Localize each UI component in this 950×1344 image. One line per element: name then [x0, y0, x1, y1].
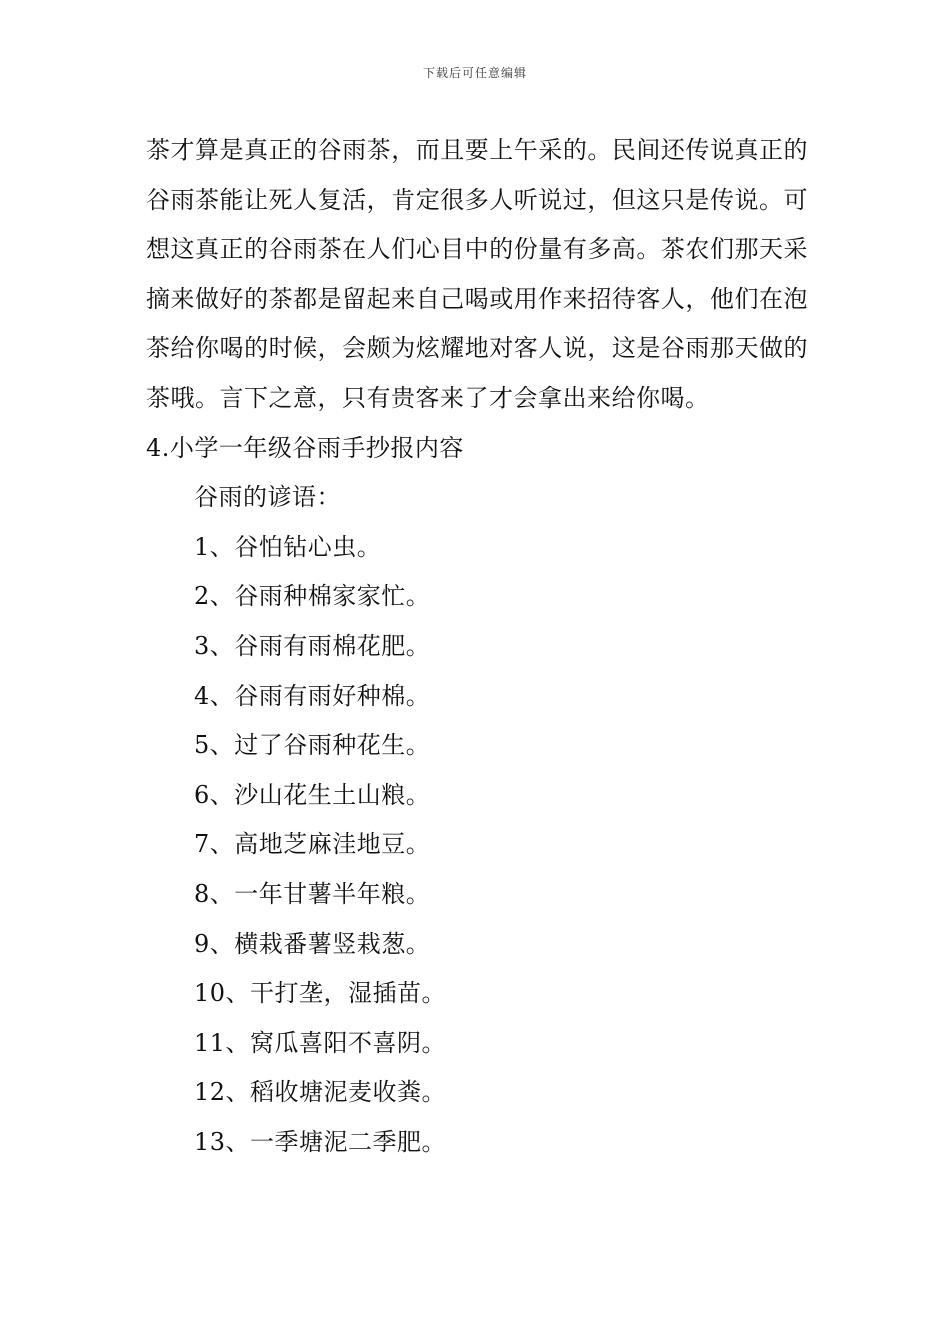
proverb-item: 9、横栽番薯竖栽葱。: [194, 929, 431, 958]
page-header: 下载后可任意编辑: [422, 66, 527, 80]
proverb-item: 2、谷雨种棉家家忙。: [194, 582, 431, 611]
section-heading: 4.小学一年级谷雨手抄报内容: [146, 433, 464, 462]
proverb-item: 8、一年甘薯半年粮。: [194, 879, 431, 908]
document-body: [146, 126, 808, 1167]
proverb-item: 3、谷雨有雨棉花肥。: [194, 631, 431, 660]
body-paragraph: 茶才算是真正的谷雨茶，而且要上午采的。民间还传说真正的谷雨茶能让死人复活，肯定很多人听说过，但这只是传说。可想这真正的谷雨茶在人们心目中的份量有多高。茶农们那天采摘来做好的茶都是留起来自己喝或用作来招待客人，他们在泡茶给你喝的时候，会颇为炫耀地对客人说，这是谷雨那天做的茶哦。言下之意，只有贵客来了才会拿出来给你喝。: [146, 136, 808, 412]
proverb-item: 7、高地芝麻洼地豆。: [194, 830, 431, 859]
proverb-item: 10、干打垄，湿插苗。: [194, 979, 447, 1008]
proverb-item: 1、谷怕钻心虫。: [194, 532, 382, 561]
proverb-item: 13、一季塘泥二季肥。: [194, 1127, 447, 1156]
proverb-item: 11、窝瓜喜阳不喜阴。: [194, 1028, 447, 1057]
proverbs-subheading: 谷雨的谚语：: [194, 483, 341, 512]
proverb-item: 4、谷雨有雨好种棉。: [194, 681, 431, 710]
proverb-item: 6、沙山花生土山粮。: [194, 780, 431, 809]
proverb-item: 5、过了谷雨种花生。: [194, 731, 431, 760]
proverb-item: 12、稻收塘泥麦收粪。: [194, 1078, 447, 1107]
